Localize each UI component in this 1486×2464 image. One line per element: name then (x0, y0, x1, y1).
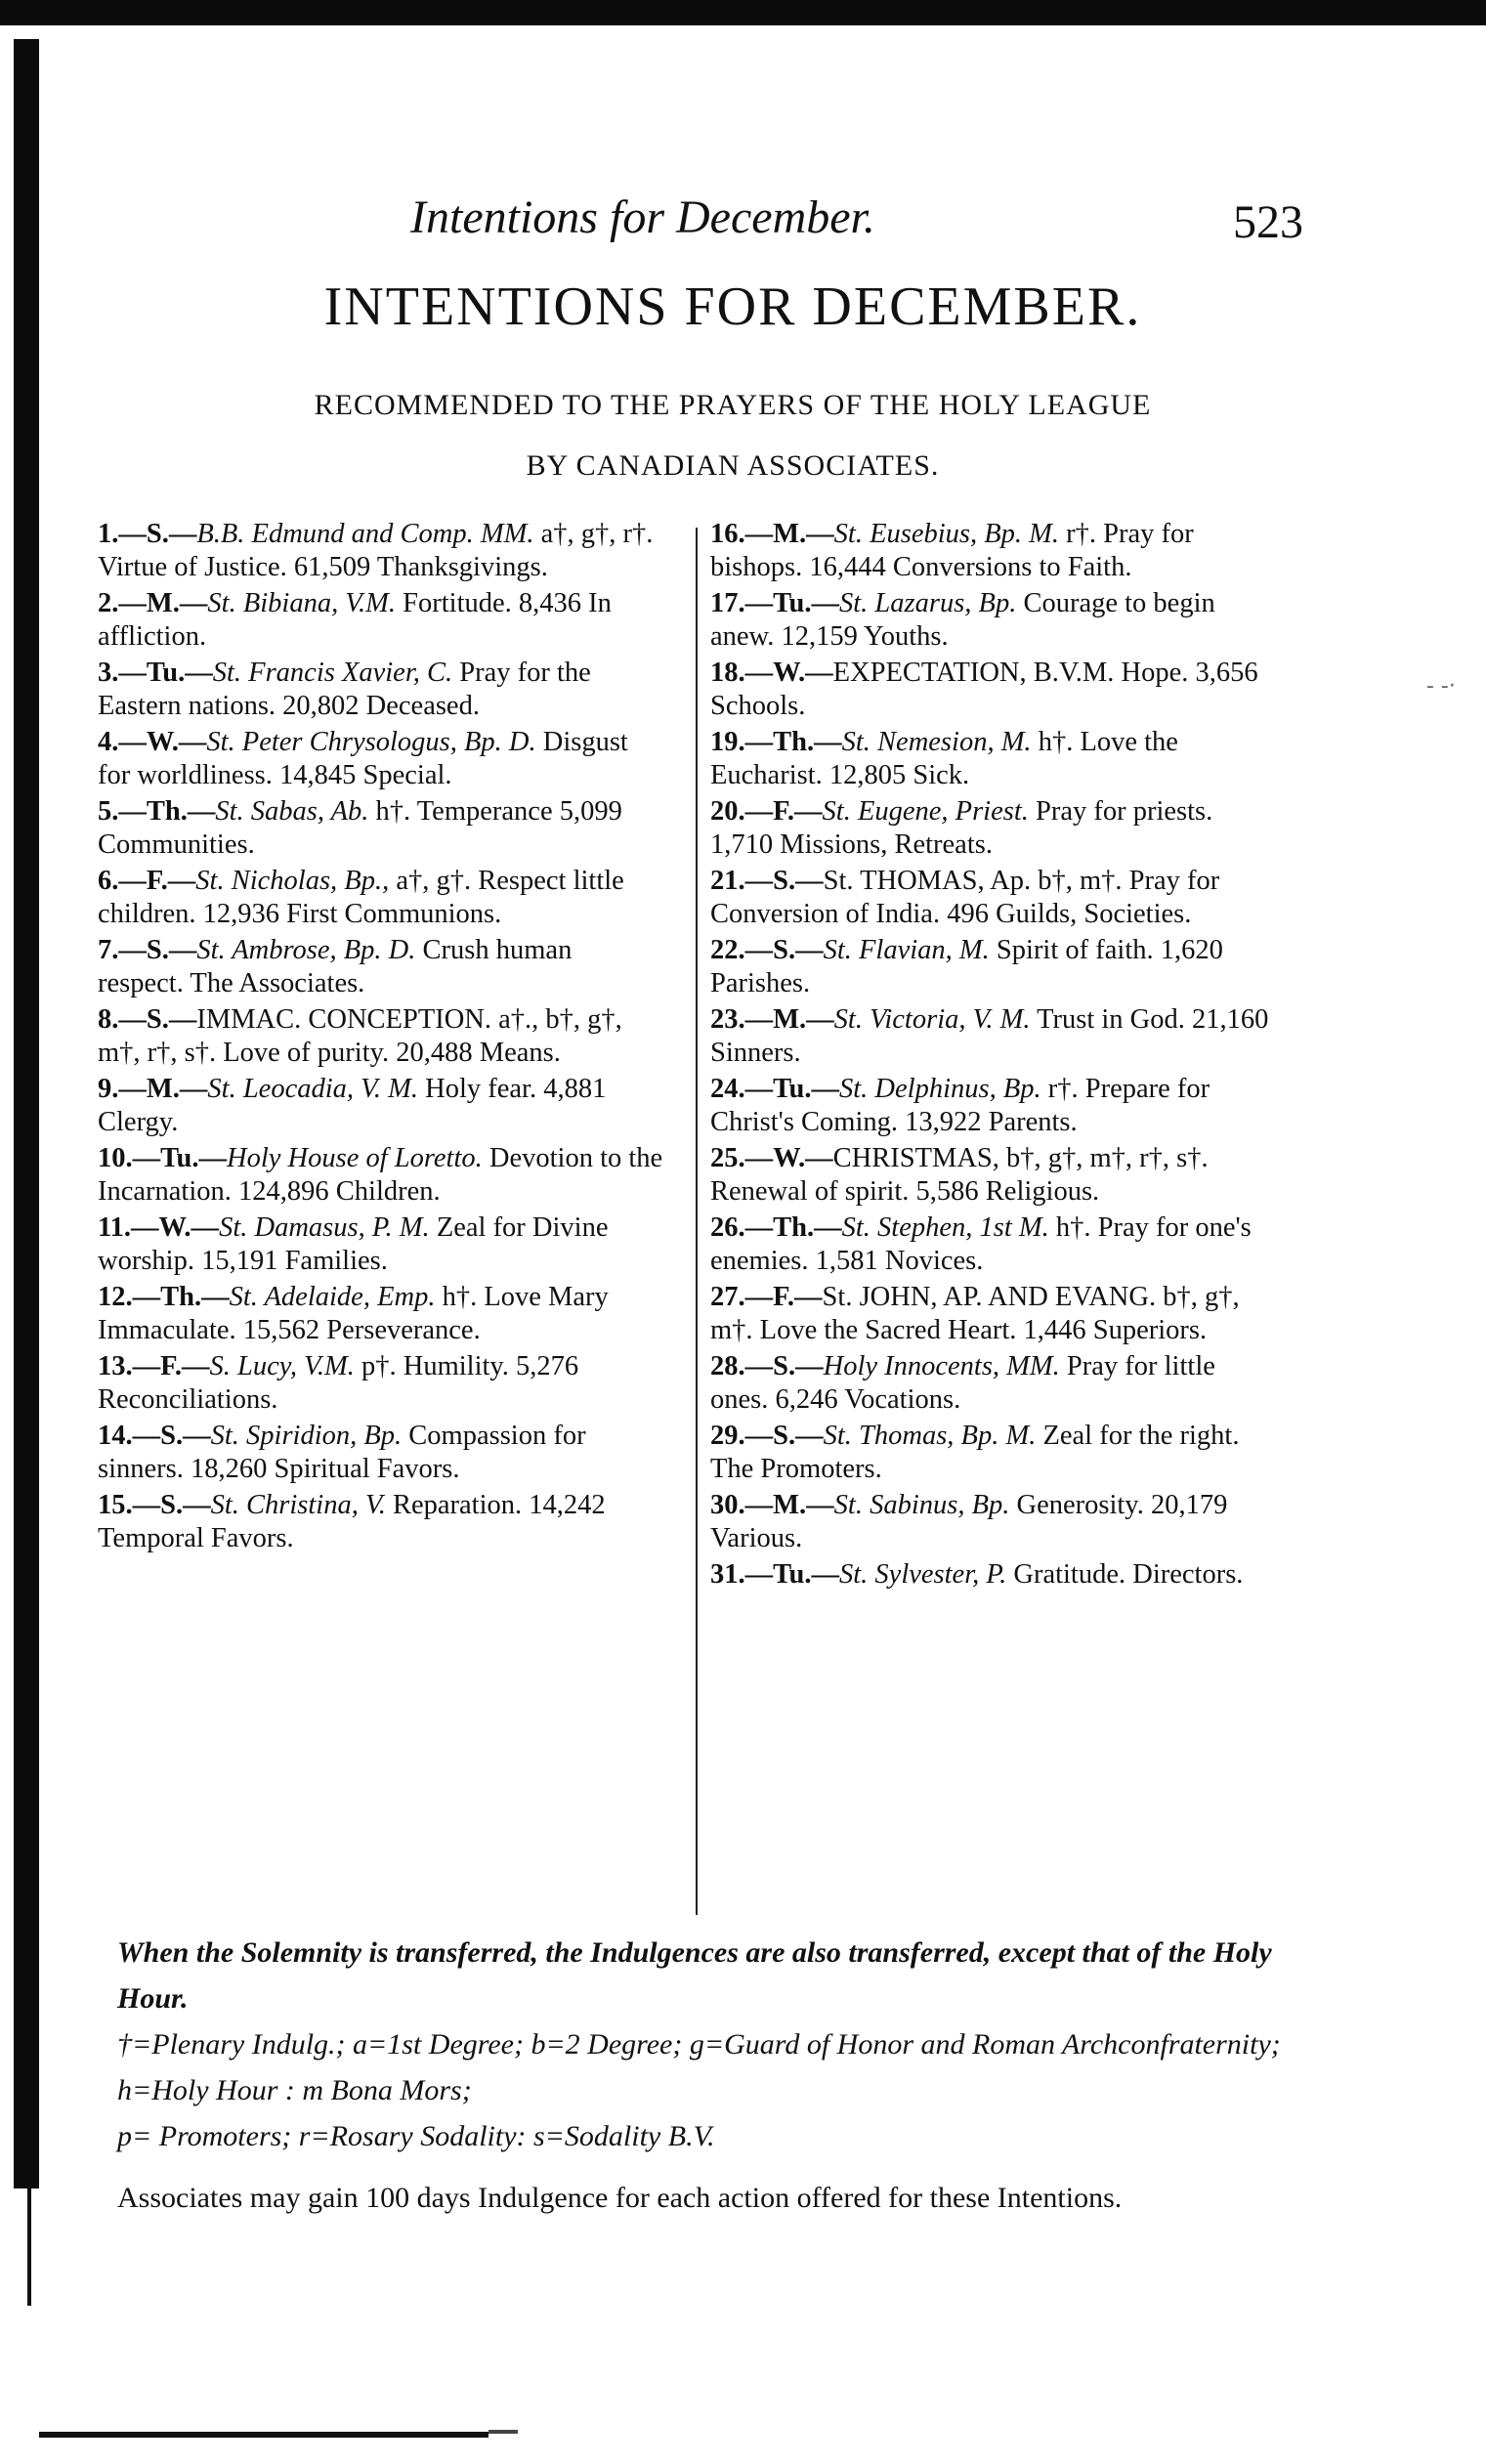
running-head: Intentions for December. (410, 191, 875, 243)
entry-text: CHRISTMAS, b†, g†, m†, r†, s†. Renewal of spirit. 5,586 Religious. (710, 1143, 1209, 1207)
entry-saint: St. Sabinus, Bp. (833, 1490, 1010, 1520)
entry-text: Generosity. 20,179 Various. (710, 1490, 1228, 1553)
intention-entry (710, 1142, 1277, 1208)
entry-text: h†. Pray for one's enemies. 1,581 Novices. (710, 1212, 1252, 1276)
entry-text: IMMAC. CONCEPTION. a†., b†, g†, m†, r†, s†. Love of purity. 20,488 Means. (98, 1004, 622, 1068)
page-title: INTENTIONS FOR DECEMBER. (323, 276, 1142, 337)
intention-entry (710, 1350, 1277, 1416)
intention-entry (98, 1211, 664, 1277)
page-top-edge (0, 0, 1486, 25)
column-divider (696, 528, 698, 1915)
entry-saint: St. Francis Xavier, C. (212, 658, 453, 688)
entry-saint: St. Victoria, V. M. (833, 1004, 1031, 1035)
entry-date: 30.—M.— (710, 1490, 834, 1520)
entry-text: Pray for the Eastern nations. 20,802 Deceased. (98, 658, 591, 721)
entry-date: 14.—S.— (98, 1421, 211, 1451)
entry-saint: St. Thomas, Bp. M. (823, 1421, 1037, 1451)
entry-date: 22.—S.— (710, 935, 824, 965)
associates-note: Associates may gain 100 days Indulgence for each action offered for these Intentions. (117, 2182, 1123, 2214)
intention-entry (710, 1420, 1277, 1485)
intention-entry (98, 657, 664, 722)
entry-date: 16.—M.— (710, 519, 834, 549)
intention-entry (98, 726, 664, 791)
entry-date: 21.—S.— (710, 866, 824, 896)
entry-date: 26.—Th.— (710, 1212, 842, 1243)
left-column (98, 518, 664, 1558)
intention-entry (98, 1003, 664, 1069)
entry-saint: St. Peter Chrysologus, Bp. D. (206, 727, 536, 757)
intention-entry (98, 795, 664, 861)
entry-date: 31.—Tu.— (710, 1559, 839, 1590)
entry-date: 15.—S.— (98, 1490, 211, 1520)
entry-text: r†. Pray for bishops. 16,444 Conversions to Faith. (710, 519, 1194, 582)
entry-text: p†. Humility. 5,276 Reconciliations. (98, 1351, 579, 1415)
entry-date: 3.—Tu.— (98, 658, 213, 688)
entry-saint: St. Lazarus, Bp. (839, 588, 1017, 618)
entry-date: 27.—F.— (710, 1282, 823, 1312)
entry-saint: St. Delphinus, Bp. (839, 1074, 1041, 1104)
entry-text: Disgust for worldliness. 14,845 Special. (98, 727, 628, 790)
entry-date: 7.—S.— (98, 935, 197, 965)
entry-text: Zeal for the right. The Promoters. (710, 1421, 1240, 1484)
entry-date: 4.—W.— (98, 727, 207, 757)
entry-saint: B.B. Edmund and Comp. MM. (196, 519, 534, 549)
subtitle-line-1: RECOMMENDED TO THE PRAYERS OF THE HOLY LEAGUE (314, 389, 1152, 421)
intention-entry (710, 1558, 1277, 1592)
solemnity-note: When the Solemnity is transferred, the Indulgences are also transferred, except that of the Holy Hour. (117, 1936, 1272, 2015)
intention-entry (98, 865, 664, 930)
intention-entry (710, 518, 1277, 583)
entry-date: 28.—S.— (710, 1351, 824, 1381)
entry-text: Holy fear. 4,881 Clergy. (98, 1074, 607, 1137)
entry-text: Reparation. 14,242 Temporal Favors. (98, 1490, 606, 1553)
intention-entry (710, 1489, 1277, 1554)
entry-saint: St. Christina, V. (210, 1490, 386, 1520)
page-number: 523 (1233, 196, 1303, 248)
entry-saint: St. Damasus, P. M. (219, 1212, 430, 1243)
entry-date: 5.—Th.— (98, 796, 216, 827)
intention-entry (710, 726, 1277, 791)
entry-saint: St. Bibiana, V.M. (207, 588, 397, 618)
entry-text: Spirit of faith. 1,620 Parishes. (710, 935, 1223, 998)
entry-text: Fortitude. 8,436 In affliction. (98, 588, 612, 652)
entry-date: 10.—Tu.— (98, 1143, 227, 1173)
entry-saint: St. Stephen, 1st M. (841, 1212, 1049, 1243)
entry-date: 29.—S.— (710, 1421, 824, 1451)
subtitle-line-2: BY CANADIAN ASSOCIATES. (526, 449, 940, 482)
entry-date: 24.—Tu.— (710, 1074, 839, 1104)
intention-entry (98, 1420, 664, 1485)
entry-text: Crush human respect. The Associates. (98, 935, 573, 998)
entry-saint: St. Sylvester, P. (839, 1559, 1007, 1590)
entry-date: 25.—W.— (710, 1143, 833, 1173)
entry-date: 13.—F.— (98, 1351, 210, 1381)
intention-entry (98, 587, 664, 653)
entry-saint: St. Spiridion, Bp. (210, 1421, 403, 1451)
entry-date: 17.—Tu.— (710, 588, 839, 618)
entry-saint: St. Nicholas, Bp., (195, 866, 390, 896)
entry-date: 11.—W.— (98, 1212, 220, 1243)
intention-entry (710, 865, 1277, 930)
intention-entry (710, 1073, 1277, 1138)
entry-text: Pray for priests. 1,710 Missions, Retreats. (710, 796, 1213, 860)
indulgence-key-line-2: p= Promoters; r=Rosary Sodality: s=Sodality B.V. (117, 2120, 715, 2152)
entry-saint: Holy House of Loretto. (227, 1143, 483, 1173)
intention-entry (710, 1281, 1277, 1346)
entry-saint: S. Lucy, V.M. (209, 1351, 355, 1381)
entry-text: a†, g†. Respect little children. 12,936 First Communions. (98, 866, 624, 929)
entry-saint: St. Nemesion, M. (841, 727, 1032, 757)
entry-text: St. JOHN, AP. AND EVANG. b†, g†, m†. Love the Sacred Heart. 1,446 Superiors. (710, 1282, 1240, 1345)
entry-saint: St. Ambrose, Bp. D. (196, 935, 416, 965)
entry-text: a†, g†, r†. Virtue of Justice. 61,509 Thanksgivings. (98, 519, 654, 582)
entry-date: 9.—M.— (98, 1074, 208, 1104)
entry-saint: St. Eusebius, Bp. M. (833, 519, 1060, 549)
entry-saint: Holy Innocents, MM. (823, 1351, 1060, 1381)
margin-mark: - -· (1426, 674, 1456, 699)
intention-entry (710, 587, 1277, 653)
entry-text: r†. Prepare for Christ's Coming. 13,922 Parents. (710, 1074, 1210, 1137)
intention-entry (710, 1211, 1277, 1277)
entry-text: Gratitude. Directors. (1006, 1559, 1244, 1590)
right-column (710, 518, 1277, 1595)
entry-date: 1.—S.— (98, 519, 197, 549)
entry-text: Devotion to the Incarnation. 124,896 Children. (98, 1143, 663, 1207)
binding-edge (14, 39, 39, 2188)
entry-date: 19.—Th.— (710, 727, 842, 757)
entry-saint: St. Flavian, M. (823, 935, 990, 965)
intention-entry (98, 518, 664, 583)
entry-date: 18.—W.— (710, 658, 833, 688)
intention-entry (98, 1489, 664, 1554)
entry-text: Courage to begin anew. 12,159 Youths. (710, 588, 1215, 652)
entry-text: h†. Love the Eucharist. 12,805 Sick. (710, 727, 1178, 790)
entry-text: Zeal for Divine worship. 15,191 Families. (98, 1212, 609, 1276)
intention-entry (98, 1142, 664, 1208)
intention-entry (710, 795, 1277, 861)
intention-entry (98, 1073, 664, 1138)
entry-saint: St. Sabas, Ab. (215, 796, 369, 827)
entry-text: St. THOMAS, Ap. b†, m†. Pray for Conversion of India. 496 Guilds, Societies. (710, 866, 1220, 929)
intention-entry (98, 1350, 664, 1416)
entry-date: 23.—M.— (710, 1004, 834, 1035)
entry-text: EXPECTATION, B.V.M. Hope. 3,656 Schools. (710, 658, 1258, 721)
binding-edge-thin (27, 2188, 31, 2306)
indulgence-key-line-1: †=Plenary Indulg.; a=1st Degree; b=2 Degree; g=Guard of Honor and Roman Archconfraternity; h=Holy Hour : m Bona Mors; (117, 2028, 1281, 2106)
entry-date: 8.—S.— (98, 1004, 197, 1035)
entry-date: 12.—Th.— (98, 1282, 230, 1312)
entry-date: 6.—F.— (98, 866, 196, 896)
entry-date: 2.—M.— (98, 588, 208, 618)
entry-saint: St. Eugene, Priest. (822, 796, 1029, 827)
entry-saint: St. Leocadia, V. M. (207, 1074, 418, 1104)
intention-entry (98, 934, 664, 999)
intention-entry (710, 657, 1277, 722)
entry-date: 20.—F.— (710, 796, 823, 827)
intention-entry (98, 1281, 664, 1346)
intention-entry (710, 934, 1277, 999)
entry-text: h†. Love Mary Immaculate. 15,562 Perseverance. (98, 1282, 609, 1345)
entry-text: h†. Temperance 5,099 Communities. (98, 796, 622, 860)
entry-saint: St. Adelaide, Emp. (229, 1282, 436, 1312)
bottom-dash (488, 2430, 518, 2434)
entry-text: Pray for little ones. 6,246 Vocations. (710, 1351, 1215, 1415)
notes-block (117, 1930, 1309, 2159)
intention-entry (710, 1003, 1277, 1069)
bottom-rule (39, 2432, 488, 2438)
entry-text: Trust in God. 21,160 Sinners. (710, 1004, 1269, 1068)
entry-text: Compassion for sinners. 18,260 Spiritual Favors. (98, 1421, 586, 1484)
